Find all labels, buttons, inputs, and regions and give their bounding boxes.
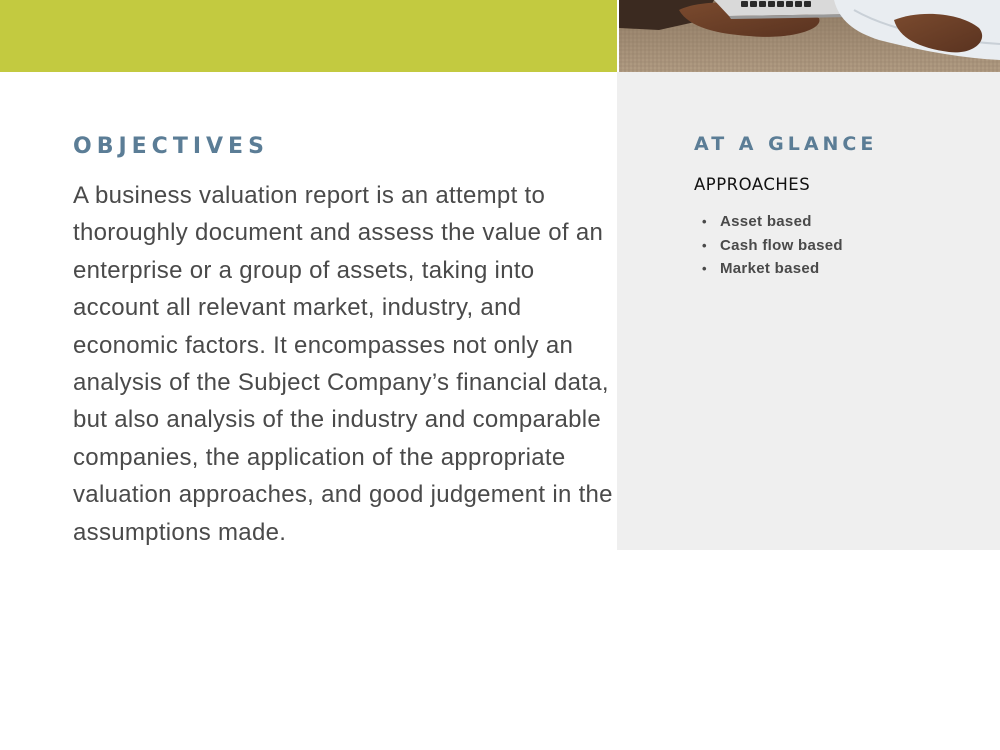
laptop-hands-photo-icon xyxy=(619,0,1000,72)
at-a-glance-heading: AT A GLANCE xyxy=(694,133,878,155)
approaches-list xyxy=(700,210,843,281)
header-accent-band xyxy=(0,0,617,72)
list-item xyxy=(700,257,843,281)
bullet-icon: • xyxy=(702,261,707,276)
list-item-label: Market based xyxy=(720,260,820,277)
bullet-icon: • xyxy=(702,237,707,253)
list-item-label: Asset based xyxy=(720,213,812,230)
header-photo xyxy=(619,0,1000,72)
objectives-body-text: A business valuation report is an attempt to thoroughly document and assess the value of an enterprise or a group of assets, taking into account all relevant market, industry, and economic factors. It encompasses not only an analysis of the Subject Company’s financial data, but also analysis of the industry and comparable companies, the application of the appropriate valuation approaches, and good judgement in the assumptions made. xyxy=(73,182,613,546)
bullet-icon: • xyxy=(702,214,707,229)
approaches-subheading: APPROACHES xyxy=(694,175,811,194)
objectives-heading: OBJECTIVES xyxy=(73,134,269,159)
list-item xyxy=(700,210,843,234)
list-item-label: Cash flow based xyxy=(720,236,843,254)
list-item xyxy=(700,234,843,258)
